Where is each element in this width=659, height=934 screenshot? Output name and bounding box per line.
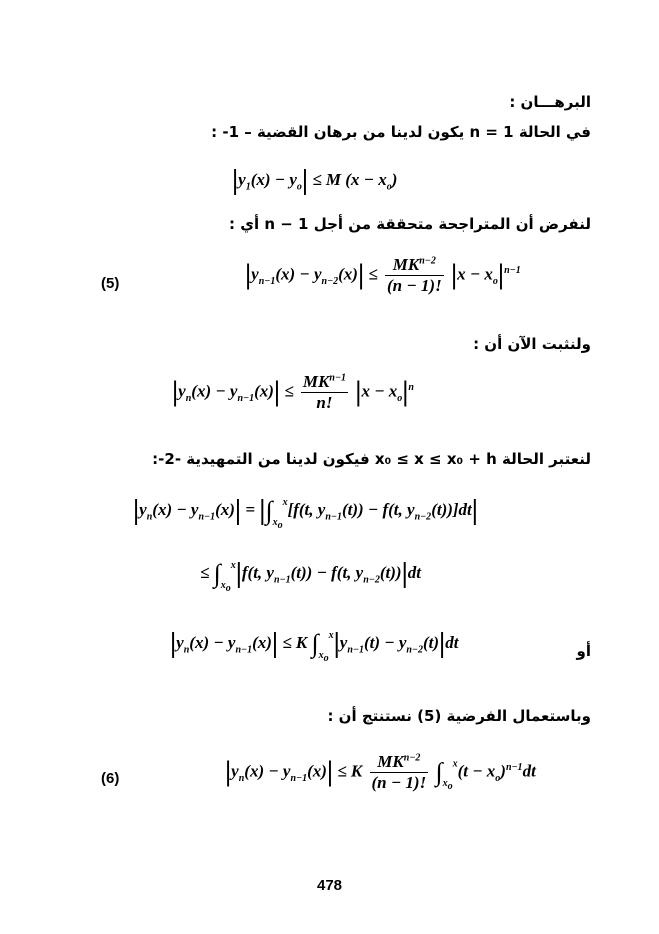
consider-line: لنعتبر الحالة x₀ ≤ x ≤ x₀ + h فيكون لدينا من التمهيدية -2-: [152,450,591,468]
equation-6: $|y_n(x) - y_{n-1}(x)| \le K$ $\frac{MK^{n-2}}{(n - 1)!}$ $\int_{x_o}^x(t - x_o)^{n-1}dt$ [225,752,536,793]
integral-equation-3: $|y_n(x) - y_{n-1}(x)| \le K$ $\int_{x_o}^x|y_{n-1}(t) - y_{n-2}(t)|dt$ [170,628,459,664]
or-word: أو [576,642,591,660]
using-line: وباستعمال الفرضية (5) نستنتج أن : [327,707,591,725]
case-n1-line: في الحالة n = 1 يكون لدينا من برهان القضية – 1- : [211,123,591,141]
show-line: ولنثبت الآن أن : [473,335,591,353]
equation-5-label: (5) [101,275,120,292]
equation-6-label: (6) [101,770,120,787]
integral-equation-1: $|y_n(x) - y_{n-1}(x)| = |\int_{x_o}^x[f(t$, $y_{n-1}(t)) - f(t$, $y_{n-2}(t))]dt|$ [133,495,478,531]
equation-n1: $|y_1(x) - y_o| \le M$ $(x - x_o)$ [232,165,398,196]
target-inequality: $|y_n(x) - y_{n-1}(x)|$ ≤ $\frac{MK^{n-1}}{n!}$ $|x - x_o|^n$ [172,372,414,412]
proof-heading: البرهـــان : [509,93,591,111]
integral-equation-2: ≤ $\int_{x_o}^x|f(t$, $y_{n-1}(t)) - f(t$, $y_{n-2}(t))|dt$ [200,558,421,594]
assume-line: لنفرض أن المتراجحة متحققة من أجل n − 1 أي : [228,215,591,233]
page-number: 478 [316,877,343,894]
equation-5: $|y_{n-1}(x) - y_{n-2}(x)|$ ≤ $\frac{MK^{n-2}}{(n - 1)!}$ $|x - x_o|^{n-1}$ [245,255,521,295]
